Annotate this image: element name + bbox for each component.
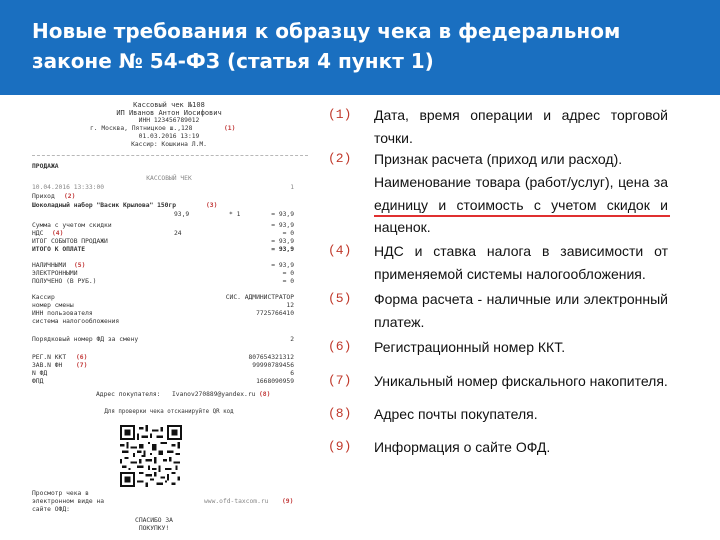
requirement-number: (2) <box>328 151 352 166</box>
receipt-info-value: СИС. АДМИНИСТРАТОР <box>225 294 294 301</box>
qr-caption: Для проверки чека отсканируйте QR код <box>104 409 234 415</box>
receipt-cashier: Кассир: Кошкина Л.М. <box>131 141 207 148</box>
receipt-sale-type: Приход <box>32 193 55 200</box>
requirement-number: (1) <box>328 107 352 122</box>
receipt-pay-label: ПОЛУЧЕНО (В РУБ.) <box>32 278 97 285</box>
receipt-reg-label: ЗАВ.N ФН <box>32 362 63 369</box>
requirement-text: Признак расчета (приход или расход). <box>374 151 623 167</box>
qr-code <box>120 425 182 487</box>
requirement-text: НДС и ставка налога в зависимости от применяемой системы налогообложения. <box>374 243 668 282</box>
receipt-mark-5: (5) <box>74 262 86 269</box>
receipt-section: ПРОДАЖА <box>32 163 59 170</box>
receipt-row-label: Сумма с учетом скидки <box>32 222 112 229</box>
receipt-datetime: 01.03.2016 13:19 <box>138 133 200 140</box>
receipt-pay-label: ЭЛЕКТРОННЫМИ <box>32 270 78 277</box>
receipt-reg-value: 99990789456 <box>252 362 294 369</box>
receipt-reg-value: 6 <box>290 370 294 377</box>
receipt-line-date: 10.04.2016 13:33:00 <box>32 184 105 191</box>
receipt-shift-value: 2 <box>290 336 294 343</box>
receipt-mark-9: (9) <box>282 498 294 505</box>
requirement-number: (4) <box>328 243 352 258</box>
receipt-ofd-site: www.ofd-taxcom.ru <box>204 498 269 505</box>
receipt-shift-label: Порядковый номер ФД за смену <box>32 336 139 343</box>
requirement-number: (8) <box>328 406 352 421</box>
receipt-info-label: ИНН пользователя <box>32 310 93 317</box>
receipt-item: Шоколадный набор "Васик Крылова" 150гр <box>32 202 177 209</box>
receipt-mark-7: (7) <box>76 362 88 369</box>
receipt-info-label: система налогообложения <box>32 318 120 325</box>
requirement-number: (9) <box>328 439 352 454</box>
receipt-thanks: СПАСИБО ЗА ПОКУПКУ! <box>135 517 173 532</box>
receipt-pay-value: = 0 <box>282 278 294 285</box>
receipt-row-rate: 24 <box>174 230 182 237</box>
receipt-row-value: = 93,9 <box>271 246 294 253</box>
receipt-title: Кассовый чек №108 <box>133 101 205 109</box>
receipt-buyer-email: Ivanov270889@yandex.ru <box>172 391 256 398</box>
receipt-row-label: ИТОГ СОБЫТОВ ПРОДАЖИ <box>32 238 108 245</box>
requirement-text: Дата, время операции и адрес торговой точки. <box>374 107 668 146</box>
page-title: Новые требования к образцу чека в федеральном законе № 54-ФЗ (статья 4 пункт 1) <box>32 19 621 73</box>
requirement-text: Адрес почты покупателя. <box>374 406 538 422</box>
receipt-view-text: Просмотр чека в электронном виде на сайте ОФД: <box>32 490 105 513</box>
receipt-mark-1: (1) <box>224 125 236 132</box>
requirement-text: Уникальный номер фискального накопителя. <box>374 373 668 389</box>
receipt-row-label: НДС <box>32 230 44 237</box>
receipt-subtitle: КАССОВЫЙ ЧЕК <box>146 175 192 182</box>
title-bar <box>0 0 720 95</box>
receipt-qty-total: = 93,9 <box>271 211 294 218</box>
receipt-mark-2: (2) <box>64 193 76 200</box>
receipt-mark-3: (3) <box>206 202 218 209</box>
requirement-text: Информация о сайте ОФД. <box>374 439 551 455</box>
receipt-row-value: = 93,9 <box>271 222 294 229</box>
receipt-reg-label: ФПД <box>32 378 44 385</box>
receipt-seller: ИП Иванов Антон Иосифович <box>116 109 222 117</box>
requirement-number: (6) <box>328 339 352 354</box>
receipt-reg-label: N ФД <box>32 370 48 377</box>
receipt-reg-label: РЕГ.N ККТ <box>32 354 67 361</box>
receipt-info-value: 7725766410 <box>256 310 294 317</box>
receipt-image <box>24 95 314 540</box>
receipt-reg-value: 1668090959 <box>256 378 294 385</box>
receipt-qty-mult: * 1 <box>229 211 241 218</box>
receipt-row-value: = 93,9 <box>271 238 294 245</box>
requirement-number: (5) <box>328 291 352 306</box>
receipt-row-label: ИТОГО К ОПЛАТЕ <box>32 246 86 253</box>
receipt-info-label: Кассир <box>32 294 55 301</box>
divider <box>32 155 308 156</box>
requirement-number: (7) <box>328 373 352 388</box>
receipt-qty: 93,9 <box>174 211 190 218</box>
receipt-buyer-label: Адрес покупателя: <box>96 391 161 398</box>
receipt-address: г. Москва, Пятницкое ш.,128 <box>90 125 193 132</box>
receipt-info-value: 12 <box>286 302 294 309</box>
requirement-text: Регистрационный номер ККТ. <box>374 339 566 355</box>
receipt-mark-8: (8) <box>259 391 271 398</box>
highlight-line <box>374 215 670 217</box>
receipt-inn: ИНН 123456789012 <box>138 117 200 124</box>
requirement-text: Форма расчета - наличные или электронный платеж. <box>374 291 668 330</box>
receipt-pay-label: НАЛИЧНЫМИ <box>32 262 67 269</box>
receipt-line-no: 1 <box>290 184 294 191</box>
receipt-info-label: номер смены <box>32 302 74 309</box>
requirement-text: Наименование товара (работ/услуг), цена за единицу и стоимость с учетом скидок и наценок. <box>374 174 668 235</box>
receipt-pay-value: = 0 <box>282 270 294 277</box>
receipt-mark-6: (6) <box>76 354 88 361</box>
receipt-reg-value: 807654321312 <box>248 354 294 361</box>
receipt-row-value: = 0 <box>282 230 294 237</box>
receipt-pay-value: = 93,9 <box>271 262 294 269</box>
receipt-mark-4: (4) <box>52 230 64 237</box>
